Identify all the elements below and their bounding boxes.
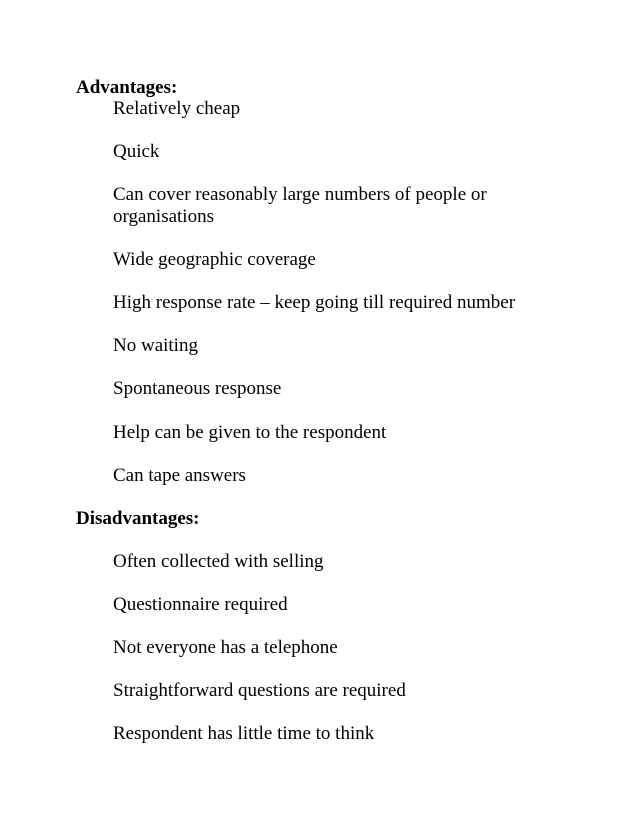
disadvantage-item-collected-with-selling: Often collected with selling	[113, 551, 324, 572]
advantage-item-relatively-cheap: Relatively cheap	[113, 98, 241, 119]
advantage-item-help-respondent: Help can be given to the respondent	[113, 422, 387, 443]
advantage-item-high-response-rate: High response rate – keep going till required number	[113, 292, 516, 313]
disadvantage-item-questionnaire-required: Questionnaire required	[113, 594, 288, 615]
advantage-item-quick: Quick	[113, 141, 160, 162]
disadvantage-item-little-time: Respondent has little time to think	[113, 723, 375, 744]
advantage-item-large-numbers: Can cover reasonably large numbers of people or organisations	[113, 184, 487, 227]
advantage-item-tape-answers: Can tape answers	[113, 465, 246, 486]
advantages-heading: Advantages:	[76, 77, 178, 98]
advantage-item-geographic-coverage: Wide geographic coverage	[113, 249, 316, 270]
disadvantage-item-no-telephone: Not everyone has a telephone	[113, 637, 338, 658]
disadvantage-item-straightforward-questions: Straightforward questions are required	[113, 680, 406, 701]
disadvantages-heading: Disadvantages:	[76, 508, 200, 529]
advantage-item-spontaneous-response: Spontaneous response	[113, 378, 282, 399]
advantage-item-no-waiting: No waiting	[113, 335, 198, 356]
